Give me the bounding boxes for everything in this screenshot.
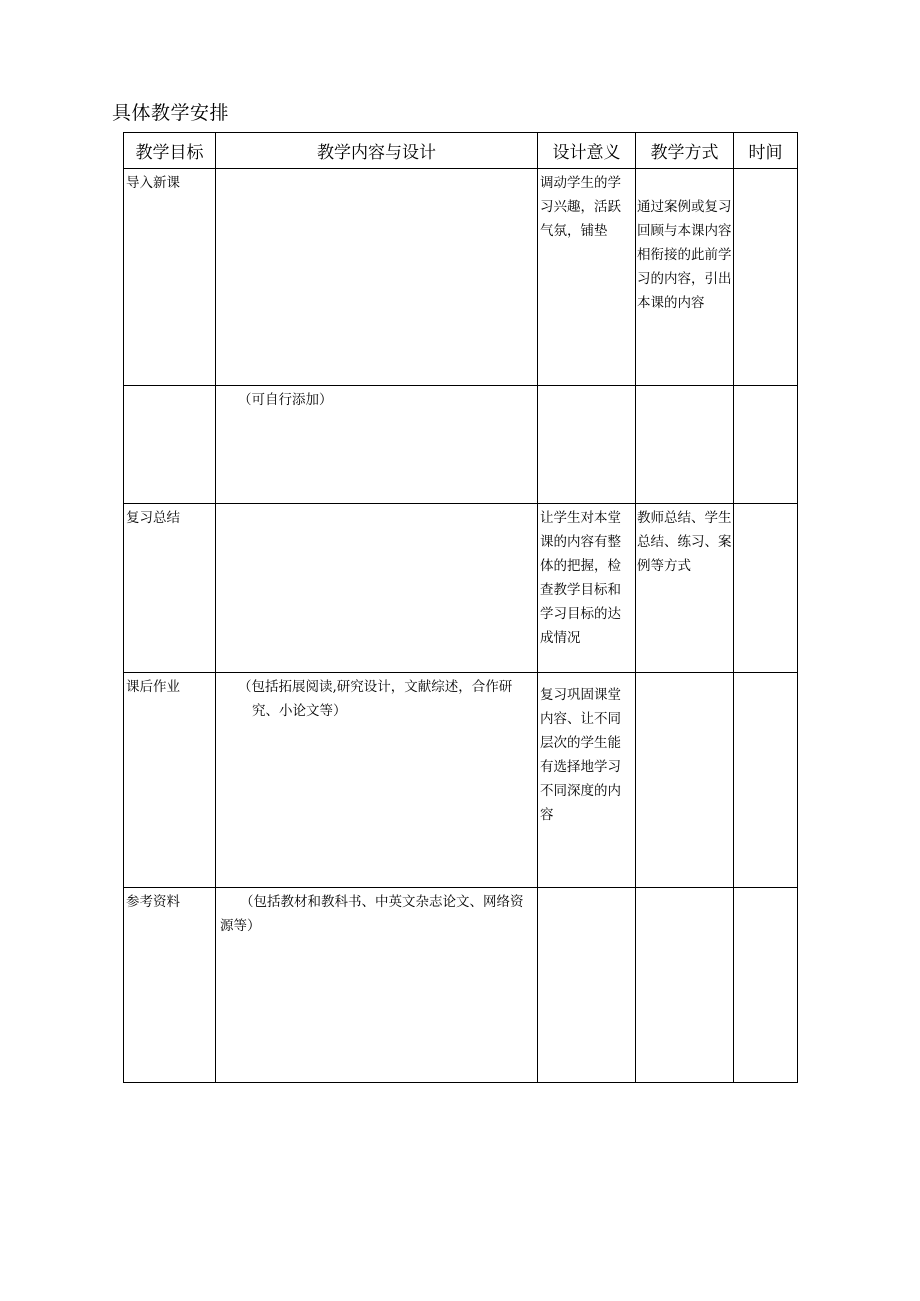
goal-cell: 复习总结: [124, 504, 216, 673]
content-cell: （包括教材和教科书、中英文杂志论文、网络资源等）: [216, 888, 538, 1083]
content-cell: （可自行添加）: [216, 386, 538, 504]
method-cell: [636, 673, 734, 888]
method-cell: [636, 888, 734, 1083]
table-row: [124, 673, 798, 888]
goal-cell: 导入新课: [124, 169, 216, 386]
table-row: [124, 169, 798, 386]
header-time: 时间: [734, 133, 798, 169]
meaning-cell: 调动学生的学习兴趣，活跃气氛，铺垫: [538, 169, 636, 386]
header-method: 教学方式: [636, 133, 734, 169]
time-cell: [734, 504, 798, 673]
time-cell: [734, 169, 798, 386]
content-cell: [216, 169, 538, 386]
table-row: [124, 386, 798, 504]
method-cell: 通过案例或复习回顾与本课内容相衔接的此前学习的内容，引出本课的内容: [636, 169, 734, 386]
goal-cell: 参考资料: [124, 888, 216, 1083]
goal-cell: 课后作业: [124, 673, 216, 888]
header-meaning: 设计意义: [538, 133, 636, 169]
table-row: [124, 504, 798, 673]
header-goal: 教学目标: [124, 133, 216, 169]
content-cell: [216, 504, 538, 673]
goal-cell: [124, 386, 216, 504]
meaning-cell: 让学生对本堂课的内容有整体的把握，检查教学目标和学习目标的达成情况: [538, 504, 636, 673]
meaning-cell: [538, 888, 636, 1083]
teaching-plan-table: [123, 132, 798, 1083]
meaning-cell: 复习巩固课堂内容、让不同层次的学生能有选择地学习不同深度的内容: [538, 673, 636, 888]
page-title: 具体教学安排: [112, 102, 230, 124]
header-row: [124, 133, 798, 169]
header-content: 教学内容与设计: [216, 133, 538, 169]
meaning-cell: [538, 386, 636, 504]
time-cell: [734, 673, 798, 888]
method-cell: [636, 386, 734, 504]
table-row: [124, 888, 798, 1083]
time-cell: [734, 888, 798, 1083]
content-cell: （包括拓展阅读,研究设计，文献综述，合作研究、小论文等）: [216, 673, 538, 888]
method-cell: 教师总结、学生总结、练习、案例等方式: [636, 504, 734, 673]
time-cell: [734, 386, 798, 504]
